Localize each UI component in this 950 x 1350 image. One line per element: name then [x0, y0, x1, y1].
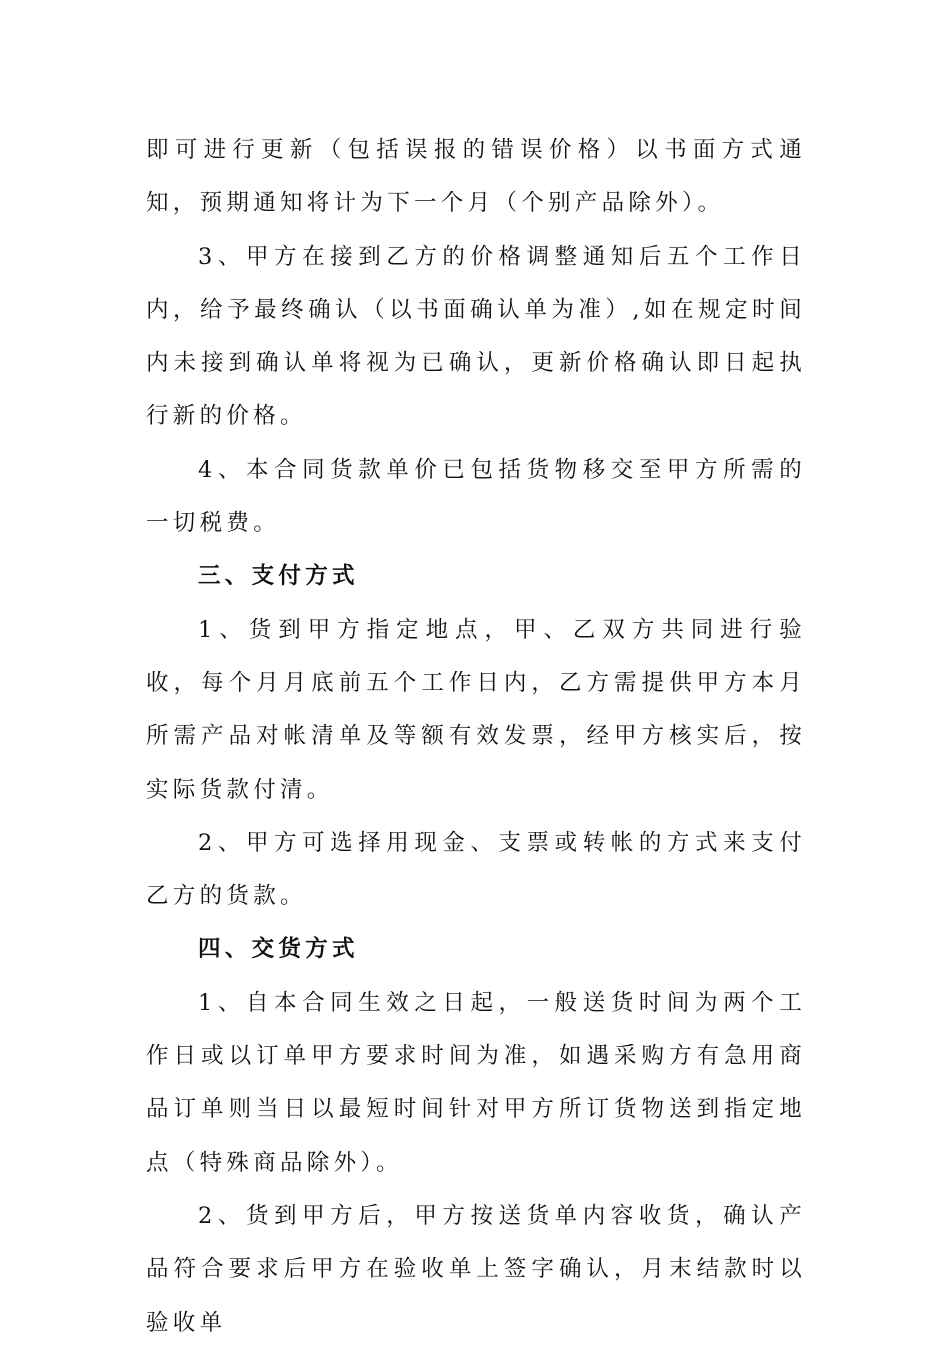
section-heading-delivery-method: 四、交货方式	[198, 936, 359, 963]
section-heading-payment-method: 三、支付方式	[198, 563, 359, 590]
paragraph-delivery-time: 1、自本合同生效之日起，一般送货时间为两个工作日或以订单甲方要求时间为准，如遇采购方有急用商品订单则当日以最短时间针对甲方所订货物送到指定地点（特殊商品除外）。	[146, 989, 806, 1176]
paragraph-payment-options: 2、甲方可选择用现金、支票或转帐的方式来支付乙方的货款。	[146, 829, 806, 910]
document-body	[146, 124, 806, 1350]
paragraph-price-confirmation: 3、甲方在接到乙方的价格调整通知后五个工作日内，给予最终确认（以书面确认单为准）,如在规定时间内未接到确认单将视为已确认，更新价格确认即日起执行新的价格。	[146, 243, 806, 430]
paragraph-price-update-continued: 即可进行更新（包括误报的错误价格）以书面方式通知，预期通知将计为下一个月（个别产品除外）。	[146, 137, 806, 217]
paragraph-payment-acceptance: 1、货到甲方指定地点，甲、乙双方共同进行验收，每个月月底前五个工作日内，乙方需提供甲方本月所需产品对帐清单及等额有效发票，经甲方核实后，按实际货款付清。	[146, 616, 806, 803]
paragraph-unit-price-taxes: 4、本合同货款单价已包括货物移交至甲方所需的一切税费。	[146, 456, 806, 537]
paragraph-delivery-receipt: 2、货到甲方后，甲方按送货单内容收货，确认产品符合要求后甲方在验收单上签字确认，月末结款时以验收单	[146, 1202, 806, 1336]
